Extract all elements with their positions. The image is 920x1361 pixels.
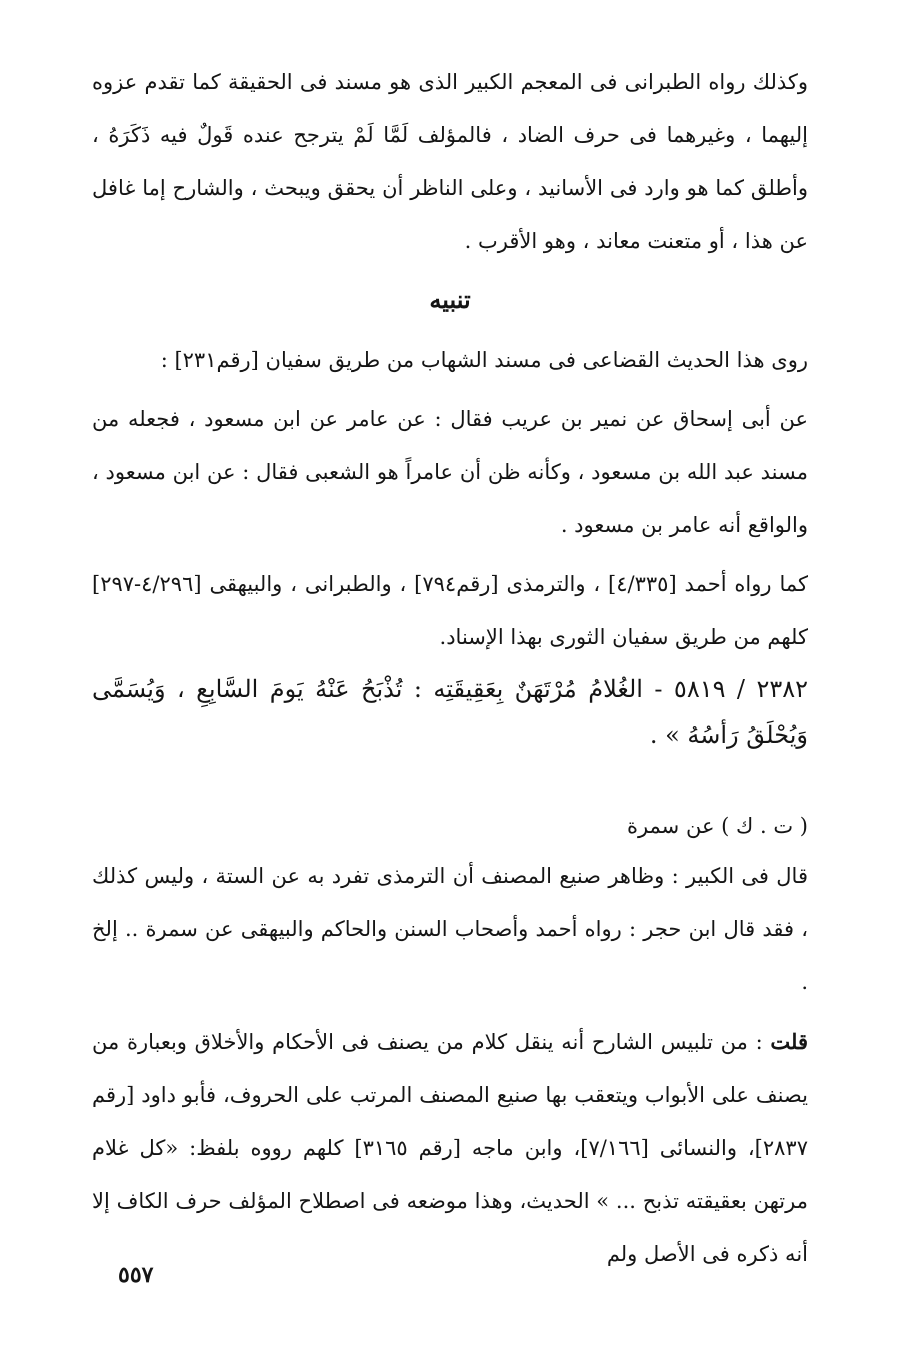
paragraph: روى هذا الحديث القضاعى فى مسند الشهاب من طريق سفيان [رقم٢٣١] : bbox=[160, 348, 808, 372]
paragraph: عن أبى إسحاق عن نمير بن عريب فقال : عن عامر عن ابن مسعود ، فجعله من مسند عبد الله بن مسعود ، وكأنه ظن أن عامراً هو الشعبى فقال : عن ابن مسعود ، والواقع أنه عامر بن مسعود . bbox=[92, 407, 808, 537]
lead-word: قلت bbox=[770, 1029, 808, 1054]
final-paragraph bbox=[92, 1015, 808, 1281]
hadith-text: ٢٣٨٢ / ٥٨١٩ - الغُلامُ مُرْتَهَنٌ بِعَقِيقَتِه : تُذْبَحُ عَنْهُ يَومَ السَّابِعِ ، وَيُسَمَّى وَيُحْلَقُ رَأسُهُ » . bbox=[92, 675, 808, 749]
page-number: ٥٥٧ bbox=[118, 1262, 154, 1288]
section-heading: تنبيه bbox=[429, 285, 471, 314]
paragraph-text: : من تلبيس الشارح أنه ينقل كلام من يصنف فى الأحكام والأخلاق وبعبارة من يصنف على الأبواب ويتعقب بها صنيع المصنف المرتب على الحروف، فأبو داود [رقم ٢٨٣٧]، والنسائى [٧/١٦٦]، وابن ماجه [رقم ٣١٦٥] كلهم رووه بلفظ: «كل غلام مرتهن بعقيقته تذبح ... » الحديث، وهذا موضعه فى اصطلاح المؤلف حرف الكاف إلا أنه ذكره فى الأصل ولم bbox=[92, 1030, 808, 1266]
paragraph: كما رواه أحمد [٤/٣٣٥] ، والترمذى [رقم٧٩٤] ، والطبرانى ، والبيهقى [٤/٢٩٦-٢٩٧] كلهم من طريق سفيان الثورى بهذا الإسناد. bbox=[92, 572, 808, 649]
hadith-reference: ( ت . ك ) عن سمرة bbox=[626, 814, 808, 838]
paragraph: قال فى الكبير : وظاهر صنيع المصنف أن الترمذى تفرد به عن الستة ، وليس كذلك ، فقد قال ابن حجر : رواه أحمد وأصحاب السنن والحاكم والبيهقى عن سمرة .. إلخ . bbox=[92, 864, 808, 994]
page-body bbox=[92, 56, 808, 1281]
paragraph: وكذلك رواه الطبرانى فى المعجم الكبير الذى هو مسند فى الحقيقة كما تقدم عزوه إليهما ، وغيرهما فى حرف الضاد ، فالمؤلف لَمَّا لَمْ يترجح عنده قَولٌ فيه ذَكَرَهُ ، وأطلق كما هو وارد فى الأسانيد ، وعلى الناظر أن يحقق ويبحث ، والشارح إما غافل عن هذا ، أو متعنت معاند ، وهو الأقرب . bbox=[92, 70, 809, 253]
